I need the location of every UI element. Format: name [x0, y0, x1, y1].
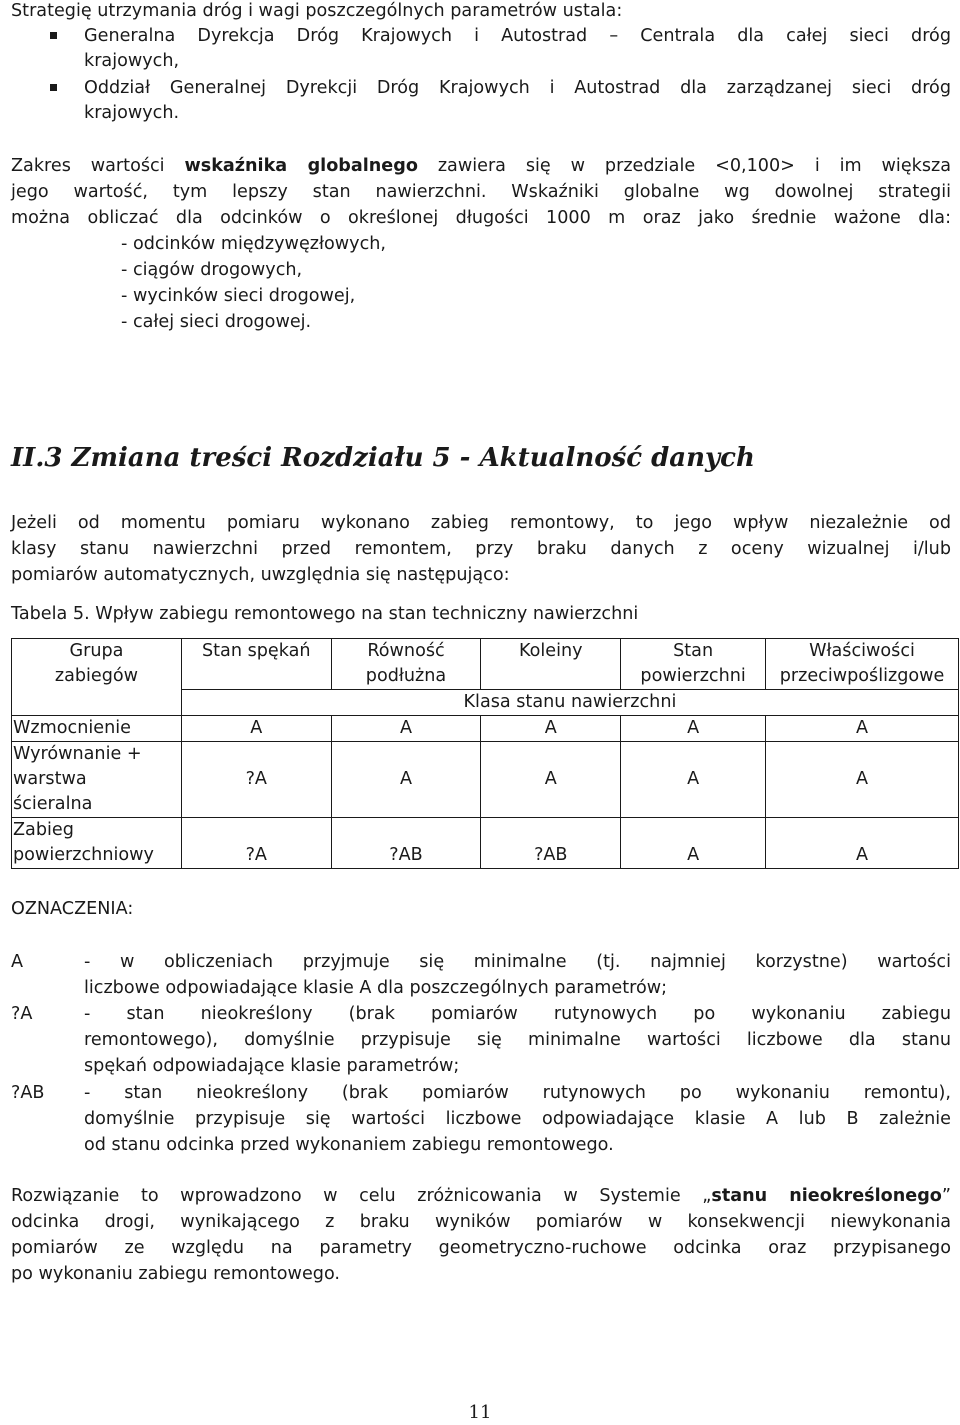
- row-label-cell: Zabieg powierzchniowy: [12, 818, 182, 869]
- table-cell: A: [621, 716, 766, 742]
- row-label-cell: Wyrównanie + warstwa ścieralna: [12, 742, 182, 818]
- table-cell: A: [481, 716, 621, 742]
- table-cell: A: [181, 716, 331, 742]
- table-row: [12, 716, 959, 742]
- legend-definition: - w obliczeniach przyjmuje się minimalne (tj. najmniej korzystne) wartości liczbowe odpowiadające klasie A dla poszczególnych parametrów;: [84, 952, 951, 998]
- treatment-table: [11, 638, 959, 869]
- legend-code: A: [11, 952, 24, 972]
- table-caption: Tabela 5. Wpływ zabiegu remontowego na stan techniczny nawierzchni: [11, 604, 639, 624]
- legend-definition: - stan nieokreślony (brak pomiarów rutynowych po wykonaniu zabiegu remontowego), domyślnie przypisuje się minimalne wartości liczbowe dla stanu spękań odpowiadające klasie parametrów;: [84, 1004, 951, 1076]
- table-cell: A: [331, 716, 481, 742]
- square-bullet-icon: [50, 84, 57, 91]
- section-line-3: pomiarów automatycznych, uwzględnia się następująco:: [11, 565, 510, 585]
- bullet-2-line-1: Oddział Generalnej Dyrekcji Dróg Krajowych i Autostrad dla zarządzanej sieci dróg: [84, 78, 951, 98]
- bold-term: wskaźnika globalnego: [184, 156, 418, 176]
- section-line-2: klasy stanu nawierzchni przed remontem, przy braku danych z oceny wizualnej i/lub: [11, 539, 951, 559]
- table-cell: ?A: [181, 742, 331, 818]
- table-cell: A: [766, 716, 959, 742]
- closing-line-4: po wykonaniu zabiegu remontowego.: [11, 1264, 340, 1284]
- table-cell: A: [766, 818, 959, 869]
- page-number: 11: [468, 1402, 492, 1423]
- list-item: - wycinków sieci drogowej,: [121, 286, 356, 306]
- legend-title: OZNACZENIA:: [11, 899, 134, 919]
- list-item: - odcinków międzywęzłowych,: [121, 234, 386, 254]
- zakres-line-1: Zakres wartości wskaźnika globalnego zawiera się w przedziale <0,100> i im większa: [11, 156, 952, 176]
- bullet-2-line-2: krajowych.: [84, 103, 180, 123]
- header-cell: Stan spękań: [181, 639, 331, 690]
- header-cell: Stan powierzchni: [621, 639, 766, 690]
- square-bullet-icon: [50, 32, 57, 39]
- closing-line-2: odcinka drogi, wynikającego z braku wyników pomiarów w konsekwencji niewykonania: [11, 1212, 951, 1232]
- legend-definition: - stan nieokreślony (brak pomiarów rutynowych po wykonaniu remontu), domyślnie przypisuje się wartości liczbowe odpowiadające klasie A lub B zależnie od stanu odcinka przed wykonaniem zabiegu remontowego.: [84, 1083, 951, 1155]
- legend-code: ?A: [11, 1004, 33, 1024]
- legend-code: ?AB: [11, 1083, 45, 1103]
- closing-line-1: Rozwiązanie to wprowadzono w celu zróżnicowania w Systemie „stanu nieokreślonego”: [11, 1186, 951, 1206]
- table-cell: A: [481, 742, 621, 818]
- list-item: - całej sieci drogowej.: [121, 312, 312, 332]
- closing-line-3: pomiarów ze względu na parametry geometryczno-ruchowe odcinka oraz przypisanego: [11, 1238, 951, 1258]
- zakres-line-3: można obliczać dla odcinków o określonej długości 1000 m oraz jako średnie ważone dla:: [11, 208, 951, 228]
- class-header-cell: Klasa stanu nawierzchni: [181, 690, 958, 716]
- table-header-row: [12, 639, 959, 690]
- table-cell: ?A: [181, 818, 331, 869]
- table-cell: ?AB: [331, 818, 481, 869]
- bold-term: stanu nieokreślonego: [711, 1186, 942, 1206]
- table-row: [12, 742, 959, 818]
- list-item: - ciągów drogowych,: [121, 260, 303, 280]
- bullet-1-line-1: Generalna Dyrekcja Dróg Krajowych i Autostrad – Centrala dla całej sieci dróg: [84, 26, 951, 46]
- table-cell: A: [766, 742, 959, 818]
- table-cell: A: [331, 742, 481, 818]
- header-cell: Właściwości przeciwpoślizgowe: [766, 639, 959, 690]
- header-cell: Grupa zabiegów: [12, 639, 182, 716]
- intro-line: Strategię utrzymania dróg i wagi poszczególnych parametrów ustala:: [11, 1, 623, 21]
- table-cell: A: [621, 742, 766, 818]
- bullet-1-line-2: krajowych,: [84, 51, 180, 71]
- table-row: [12, 818, 959, 869]
- table-cell: A: [621, 818, 766, 869]
- section-heading: II.3 Zmiana treści Rozdziału 5 - Aktualność danych: [11, 443, 755, 473]
- table-cell: ?AB: [481, 818, 621, 869]
- section-line-1: Jeżeli od momentu pomiaru wykonano zabieg remontowy, to jego wpływ niezależnie od: [11, 513, 951, 533]
- zakres-line-2: jego wartość, tym lepszy stan nawierzchni. Wskaźniki globalne wg dowolnej strategii: [11, 182, 951, 202]
- header-cell: Koleiny: [481, 639, 621, 690]
- row-label-cell: Wzmocnienie: [12, 716, 182, 742]
- header-cell: Równość podłużna: [331, 639, 481, 690]
